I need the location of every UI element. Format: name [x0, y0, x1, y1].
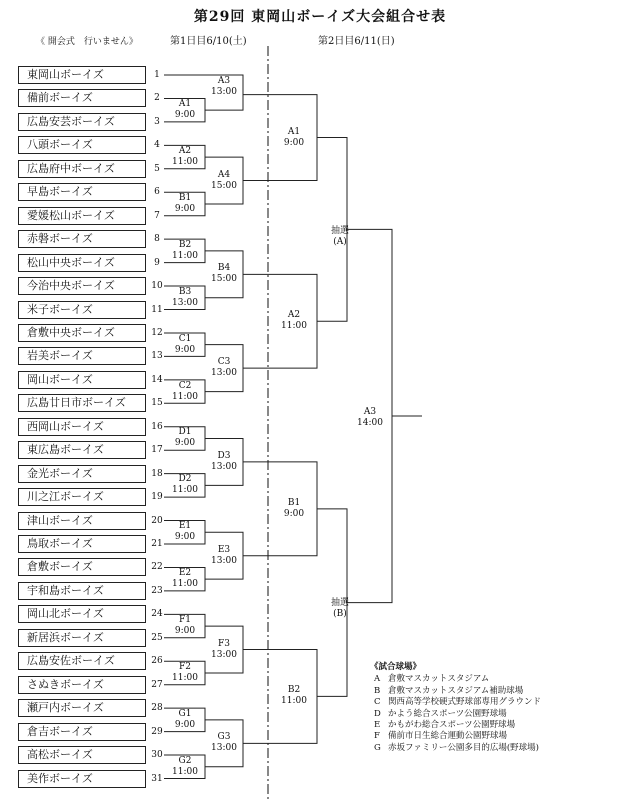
team-name: 宇和島ボーイズ: [18, 582, 146, 600]
seed-number: 29: [151, 726, 163, 737]
game-label: B1 9:00: [174, 192, 196, 214]
seed-number: 10: [151, 281, 163, 292]
day2-header: 第2日目6/11(日): [318, 36, 395, 47]
team-name: 倉吉ボーイズ: [18, 723, 146, 741]
game-label: C3 13:00: [211, 357, 237, 379]
seed-number: 12: [151, 327, 163, 338]
venue-legend-title: 《試合球場》: [370, 662, 422, 672]
team-name: 米子ボーイズ: [18, 301, 146, 319]
seed-number: 11: [151, 304, 163, 315]
seed-number: 6: [154, 187, 160, 198]
seed-number: 7: [154, 210, 160, 221]
game-label: D3 13:00: [211, 450, 237, 472]
game-label: D1 9:00: [174, 427, 196, 449]
team-name: 岡山ボーイズ: [18, 371, 146, 389]
seed-number: 25: [151, 632, 163, 643]
game-label: G2 11:00: [172, 755, 198, 777]
venue-item: F 備前市日生総合運動公園野球場: [374, 731, 508, 742]
game-label: B2 11:00: [172, 239, 198, 261]
team-name: 愛媛松山ボーイズ: [18, 207, 146, 225]
game-label: A4 15:00: [211, 169, 237, 191]
team-name: 川之江ボーイズ: [18, 488, 146, 506]
game-label: A1 9:00: [283, 126, 305, 148]
team-name: 八頭ボーイズ: [18, 136, 146, 154]
team-name: 津山ボーイズ: [18, 512, 146, 530]
game-label: B1 9:00: [283, 497, 305, 519]
game-label: G3 13:00: [211, 732, 237, 754]
game-label: B4 15:00: [211, 263, 237, 285]
team-name: 新居浜ボーイズ: [18, 629, 146, 647]
game-label: A1 9:00: [174, 99, 196, 121]
lottery-a-label: 抽選 (A): [330, 226, 349, 247]
seed-number: 3: [154, 116, 160, 127]
seed-number: 13: [151, 351, 163, 362]
game-label: F3 13:00: [211, 638, 237, 660]
venue-legend: [370, 662, 541, 754]
day1-header: 第1日目6/10(土): [170, 36, 247, 47]
seed-number: 5: [154, 163, 160, 174]
seed-number: 17: [151, 445, 163, 456]
seed-number: 8: [154, 234, 160, 245]
game-label: A2 11:00: [172, 146, 198, 168]
venue-item: C 関西高等学校硬式野球部専用グラウンド: [374, 697, 542, 708]
seed-number: 31: [151, 773, 163, 784]
lottery-b-label: 抽選 (B): [330, 598, 349, 619]
seed-number: 14: [151, 374, 163, 385]
venue-item: E かもがわ総合スポーツ公園野球場: [374, 720, 516, 731]
team-name: 広島廿日市ボーイズ: [18, 394, 146, 412]
team-name: 広島安佐ボーイズ: [18, 652, 146, 670]
venue-item: B 倉敷マスカットスタジアム補助球場: [374, 685, 524, 696]
game-label: A3 13:00: [211, 75, 237, 97]
game-label: B2 11:00: [281, 685, 307, 707]
game-label: E1 9:00: [174, 521, 196, 543]
seed-number: 2: [154, 93, 160, 104]
team-name: 倉敷ボーイズ: [18, 558, 146, 576]
team-name: 岩美ボーイズ: [18, 347, 146, 365]
team-name: 備前ボーイズ: [18, 89, 146, 107]
opening-ceremony-note: 《 開会式 行いません》: [36, 37, 138, 47]
team-name: 松山中央ボーイズ: [18, 254, 146, 272]
team-name: さぬきボーイズ: [18, 676, 146, 694]
seed-number: 16: [151, 421, 163, 432]
team-name: 倉敷中央ボーイズ: [18, 324, 146, 342]
team-name: 岡山北ボーイズ: [18, 605, 146, 623]
seed-number: 21: [151, 539, 163, 549]
page-title: 第29回 東岡山ボーイズ大会組合せ表: [193, 9, 447, 25]
team-name: 早島ボーイズ: [18, 183, 146, 201]
game-label: C2 11:00: [172, 380, 198, 402]
seed-number: 22: [151, 562, 163, 573]
seed-number: 30: [151, 750, 163, 761]
game-label: F1 9:00: [174, 615, 196, 637]
venue-item: A 倉敷マスカットスタジアム: [374, 674, 490, 685]
team-name: 高松ボーイズ: [18, 746, 146, 764]
seed-number: 27: [151, 679, 163, 690]
team-name: 広島府中ボーイズ: [18, 160, 146, 178]
game-label: F2 11:00: [172, 661, 198, 683]
game-label: G1 9:00: [174, 708, 196, 730]
team-name: 広島安芸ボーイズ: [18, 113, 146, 131]
seed-number: 24: [151, 609, 163, 620]
game-label: A2 11:00: [281, 310, 307, 332]
game-label: B3 13:00: [172, 286, 198, 308]
venue-item: G 赤坂ファミリー公園多目的広場(野球場): [374, 742, 539, 753]
seed-number: 28: [151, 703, 163, 714]
venue-item: D かよう総合スポーツ公園野球場: [374, 708, 507, 719]
team-name: 金光ボーイズ: [18, 465, 146, 483]
team-name: 鳥取ボーイズ: [18, 535, 146, 553]
seed-number: 9: [154, 257, 160, 268]
team-name: 今治中央ボーイズ: [18, 277, 146, 295]
game-label: C1 9:00: [174, 333, 196, 355]
game-label: E2 11:00: [172, 568, 198, 590]
team-name: 東岡山ボーイズ: [18, 66, 146, 84]
game-label: A3 14:00: [357, 407, 383, 428]
seed-number: 26: [151, 656, 163, 667]
seed-number: 19: [151, 492, 163, 503]
seed-number: 15: [151, 398, 163, 409]
team-name: 美作ボーイズ: [18, 770, 146, 788]
seed-number: 23: [151, 585, 163, 596]
game-label: D2 11:00: [172, 474, 198, 496]
seed-number: 18: [151, 468, 163, 479]
team-name: 赤磐ボーイズ: [18, 230, 146, 248]
seed-number: 4: [154, 140, 160, 151]
team-name: 瀬戸内ボーイズ: [18, 699, 146, 717]
seed-number: 20: [151, 515, 163, 526]
seed-number: 1: [154, 70, 160, 80]
team-name: 西岡山ボーイズ: [18, 418, 146, 436]
game-label: E3 13:00: [211, 544, 237, 566]
team-name: 東広島ボーイズ: [18, 441, 146, 459]
